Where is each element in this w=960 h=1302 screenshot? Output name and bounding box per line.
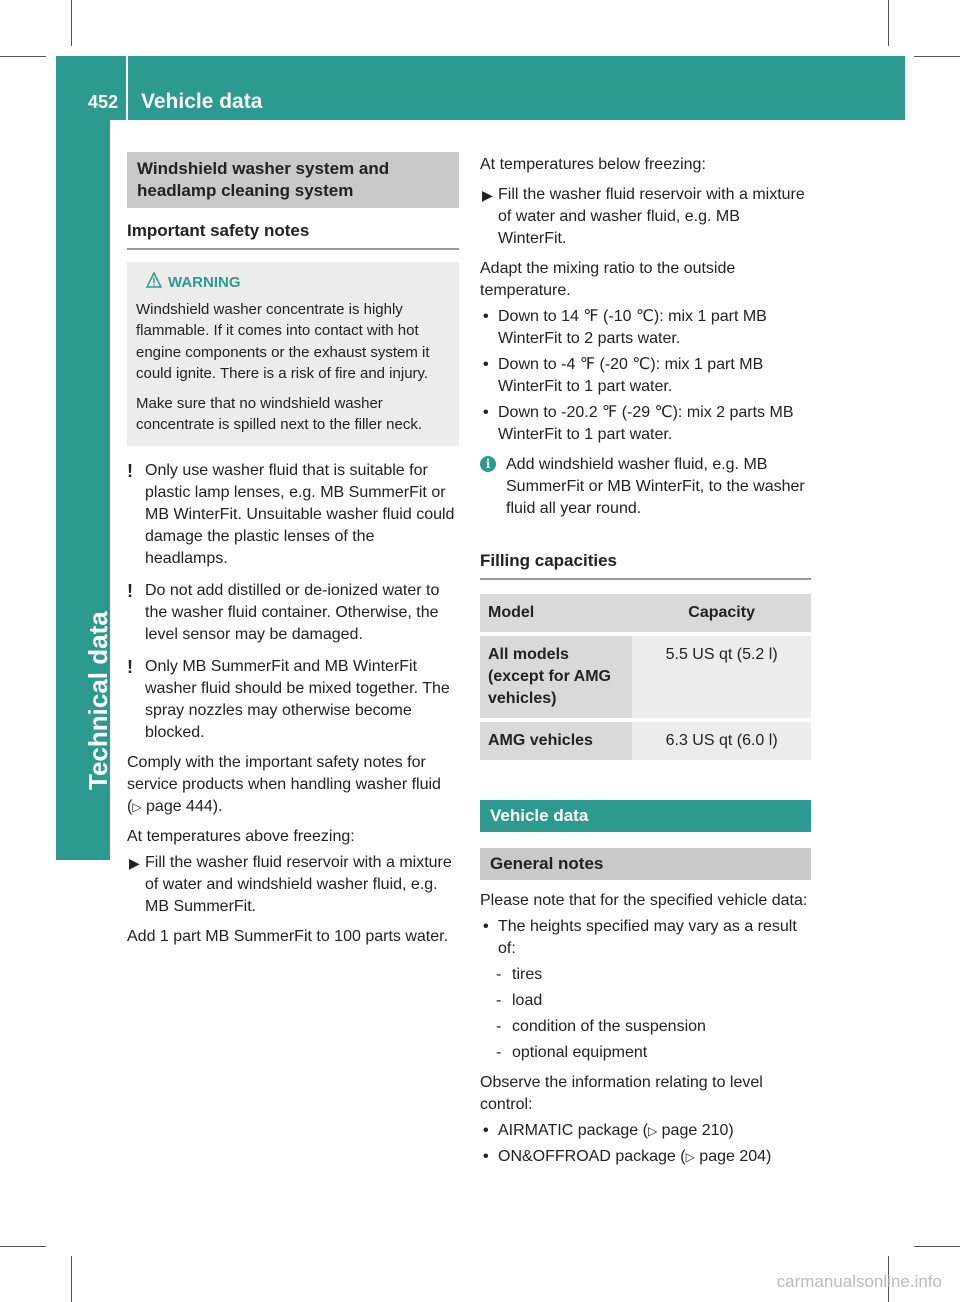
caution-note [127, 656, 459, 744]
right-column [480, 154, 811, 1168]
caution-note [127, 460, 459, 570]
bullet-icon: • [483, 1122, 489, 1139]
observe-text: Observe the information relating to level control: [480, 1074, 763, 1113]
warning-text: Windshield washer concentrate is highly flammable. If it comes into contact with hot engine components or the exhaust system it could ignite. There is a risk of fire and injury. [136, 300, 430, 382]
list-item-text: Down to -20.2 ℉ (-29 ℃): mix 2 parts MB WinterFit to 1 part water. [498, 404, 794, 443]
crop-mark [914, 1246, 960, 1247]
sub-list-item [480, 1016, 811, 1038]
page-ref-icon: ▷ [132, 799, 142, 814]
table-header-row [480, 594, 811, 632]
crop-mark [71, 1256, 72, 1302]
list-item [480, 1120, 811, 1142]
dash-icon: - [496, 966, 502, 983]
bullet-icon: • [483, 404, 489, 421]
instruction-step [480, 184, 811, 250]
crop-mark [71, 0, 72, 46]
instruction-step [127, 852, 459, 918]
bullet-icon: • [483, 356, 489, 373]
caution-text: Only MB SummerFit and MB WinterFit washer fluid should be mixed together. The spray nozzles may otherwise become blocked. [145, 657, 450, 741]
table-header: Model [480, 594, 632, 632]
step-arrow-icon: ▶ [129, 854, 140, 871]
list-item-text: AIRMATIC package ( [498, 1122, 648, 1139]
table-row [480, 636, 811, 718]
capacity-table [480, 590, 811, 764]
general-intro: Please note that for the specified vehicle data: [480, 892, 808, 909]
header-separator [126, 56, 128, 120]
warning-box [127, 262, 459, 446]
list-item-text: The heights specified may vary as a result of: [498, 918, 797, 957]
table-header: Capacity [632, 594, 811, 632]
warning-title [136, 272, 450, 294]
list-item [480, 354, 811, 398]
below-freezing: At temperatures below freezing: [480, 156, 706, 173]
list-item [480, 1146, 811, 1168]
info-note [480, 454, 811, 520]
section-title: Windshield washer system and headlamp cleaning system [127, 152, 459, 208]
sub-list-item [480, 990, 811, 1012]
page-ref-icon: ▷ [685, 1150, 695, 1164]
step-text: Fill the washer fluid reservoir with a mixture of water and washer fluid, e.g. MB WinterFit. [498, 186, 805, 247]
caution-note [127, 580, 459, 646]
comply-paragraph [127, 752, 459, 818]
page-reference[interactable]: page 210) [661, 1122, 734, 1139]
caution-icon: ! [127, 460, 133, 481]
bullet-icon: • [483, 308, 489, 325]
step-text: Fill the washer fluid reservoir with a mixture of water and windshield washer fluid, e.g. MB SummerFit. [145, 853, 452, 915]
sub-list-text: optional equipment [512, 1044, 648, 1061]
crop-mark [0, 56, 46, 57]
sub-list-text: condition of the suspension [512, 1018, 706, 1035]
table-cell: All models (except for AMG vehicles) [480, 636, 632, 718]
table-cell: 5.5 US qt (5.2 l) [632, 636, 811, 718]
warning-title-text: WARNING [168, 274, 241, 291]
vehicle-data-title: Vehicle data [480, 800, 811, 832]
page-ref-icon: ▷ [647, 1124, 658, 1138]
table-cell: AMG vehicles [480, 722, 632, 760]
page-title: Vehicle data [141, 90, 263, 113]
sub-list-item [480, 1042, 811, 1064]
caution-icon: ! [127, 656, 133, 677]
bullet-icon: • [483, 1148, 489, 1165]
general-notes-title: General notes [480, 848, 811, 880]
crop-mark [888, 0, 889, 46]
subsection-title: Important safety notes [127, 208, 459, 250]
dash-icon: - [496, 992, 502, 1009]
dash-icon: - [496, 1044, 502, 1061]
side-tab-label: Technical data [83, 611, 113, 790]
warning-icon [146, 272, 162, 288]
bullet-icon: • [483, 918, 489, 935]
info-text: Add windshield washer fluid, e.g. MB SummerFit or MB WinterFit, to the washer fluid all year round. [506, 456, 805, 517]
page-number: 452 [88, 92, 119, 112]
table-cell: 6.3 US qt (6.0 l) [632, 722, 811, 760]
sub-list-text: tires [512, 966, 543, 983]
table-row [480, 722, 811, 760]
info-icon: i [480, 456, 496, 472]
capacities-title: Filling capacities [480, 538, 811, 580]
list-item [480, 916, 811, 960]
list-item-text: ON&OFFROAD package ( [498, 1148, 686, 1165]
left-column [127, 152, 459, 948]
page-reference[interactable]: page 444). [146, 797, 223, 815]
page-header [56, 56, 905, 120]
caution-text: Only use washer fluid that is suitable for plastic lamp lenses, e.g. MB SummerFit or MB WinterFit. Unsuitable washer fluid could damage the plastic lenses of the headlamps. [145, 461, 455, 567]
add-ratio: Add 1 part MB SummerFit to 100 parts water. [127, 927, 449, 945]
step-arrow-icon: ▶ [482, 187, 493, 203]
adapt-text: Adapt the mixing ratio to the outside temperature. [480, 260, 736, 299]
list-item-text: Down to 14 ℉ (-10 ℃): mix 1 part MB WinterFit to 2 parts water. [498, 308, 767, 347]
side-tab[interactable] [56, 120, 113, 860]
caution-text: Do not add distilled or de-ionized water to the washer fluid container. Otherwise, the level sensor may be damaged. [145, 581, 440, 643]
crop-mark [0, 1246, 46, 1247]
list-item-text: Down to -4 ℉ (-20 ℃): mix 1 part MB WinterFit to 1 part water. [498, 356, 764, 395]
crop-mark [914, 56, 960, 57]
watermark: carmanualsonline.info [776, 1272, 942, 1291]
list-item [480, 306, 811, 350]
sub-list-item [480, 964, 811, 986]
page-reference[interactable]: page 204) [699, 1148, 772, 1165]
dash-icon: - [496, 1018, 502, 1035]
warning-text: Make sure that no windshield washer concentrate is spilled next to the filler neck. [136, 394, 422, 433]
comply-text: Comply with the important safety notes for service products when handling washer fluid ( [127, 753, 441, 815]
sub-list-text: load [512, 992, 543, 1009]
above-freezing: At temperatures above freezing: [127, 827, 355, 845]
list-item [480, 402, 811, 446]
caution-icon: ! [127, 580, 133, 601]
